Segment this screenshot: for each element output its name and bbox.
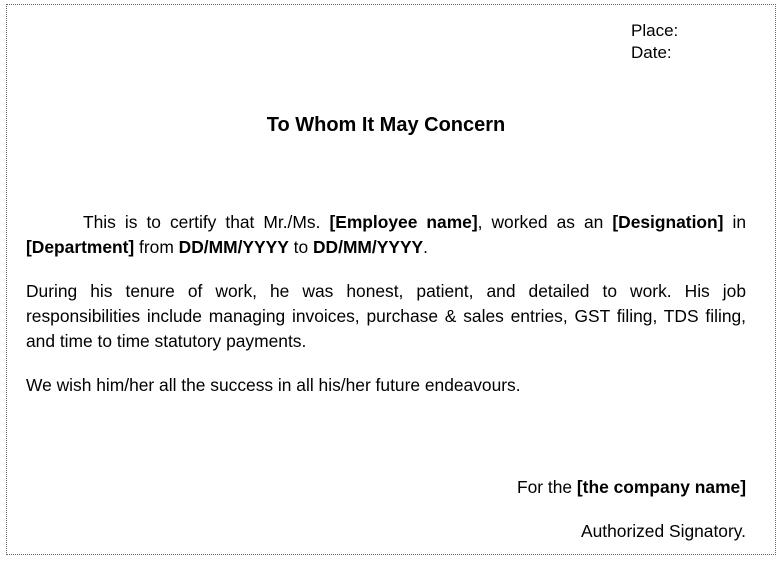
letter-body xyxy=(26,210,746,417)
closing-block xyxy=(517,475,746,544)
end-date-placeholder: DD/MM/YYYY xyxy=(313,237,424,257)
document-title: To Whom It May Concern xyxy=(266,114,506,136)
department-placeholder: [Department] xyxy=(26,237,135,257)
worked-as-text: , worked as an xyxy=(477,212,613,232)
authorized-signatory: Authorized Signatory. xyxy=(581,521,746,541)
place-label: Place: xyxy=(631,21,679,40)
in-text: in xyxy=(723,212,747,232)
start-date-placeholder: DD/MM/YYYY xyxy=(178,237,289,257)
for-the-text: For the xyxy=(516,477,577,497)
wishes-paragraph: We wish him/her all the success in all his/her future endeavours. xyxy=(26,375,521,395)
from-text: from xyxy=(134,237,179,257)
date-label: Date: xyxy=(631,43,672,62)
employee-name-placeholder: [Employee name] xyxy=(329,212,478,232)
company-name-placeholder: [the company name] xyxy=(576,477,746,497)
period-text: . xyxy=(423,237,428,257)
designation-placeholder: [Designation] xyxy=(612,212,724,232)
to-text: to xyxy=(288,237,313,257)
tenure-paragraph: During his tenure of work, he was honest, patient, and detailed to work. His job responsibilities include managing invoices, purchase & sales entries, GST filing, TDS filing, and time to time statutory payments. xyxy=(26,281,746,351)
place-date-block xyxy=(631,20,678,64)
for-company-line xyxy=(517,475,746,500)
intro-text: This is to certify that Mr./Ms. xyxy=(83,212,330,232)
certification-paragraph xyxy=(26,210,746,260)
